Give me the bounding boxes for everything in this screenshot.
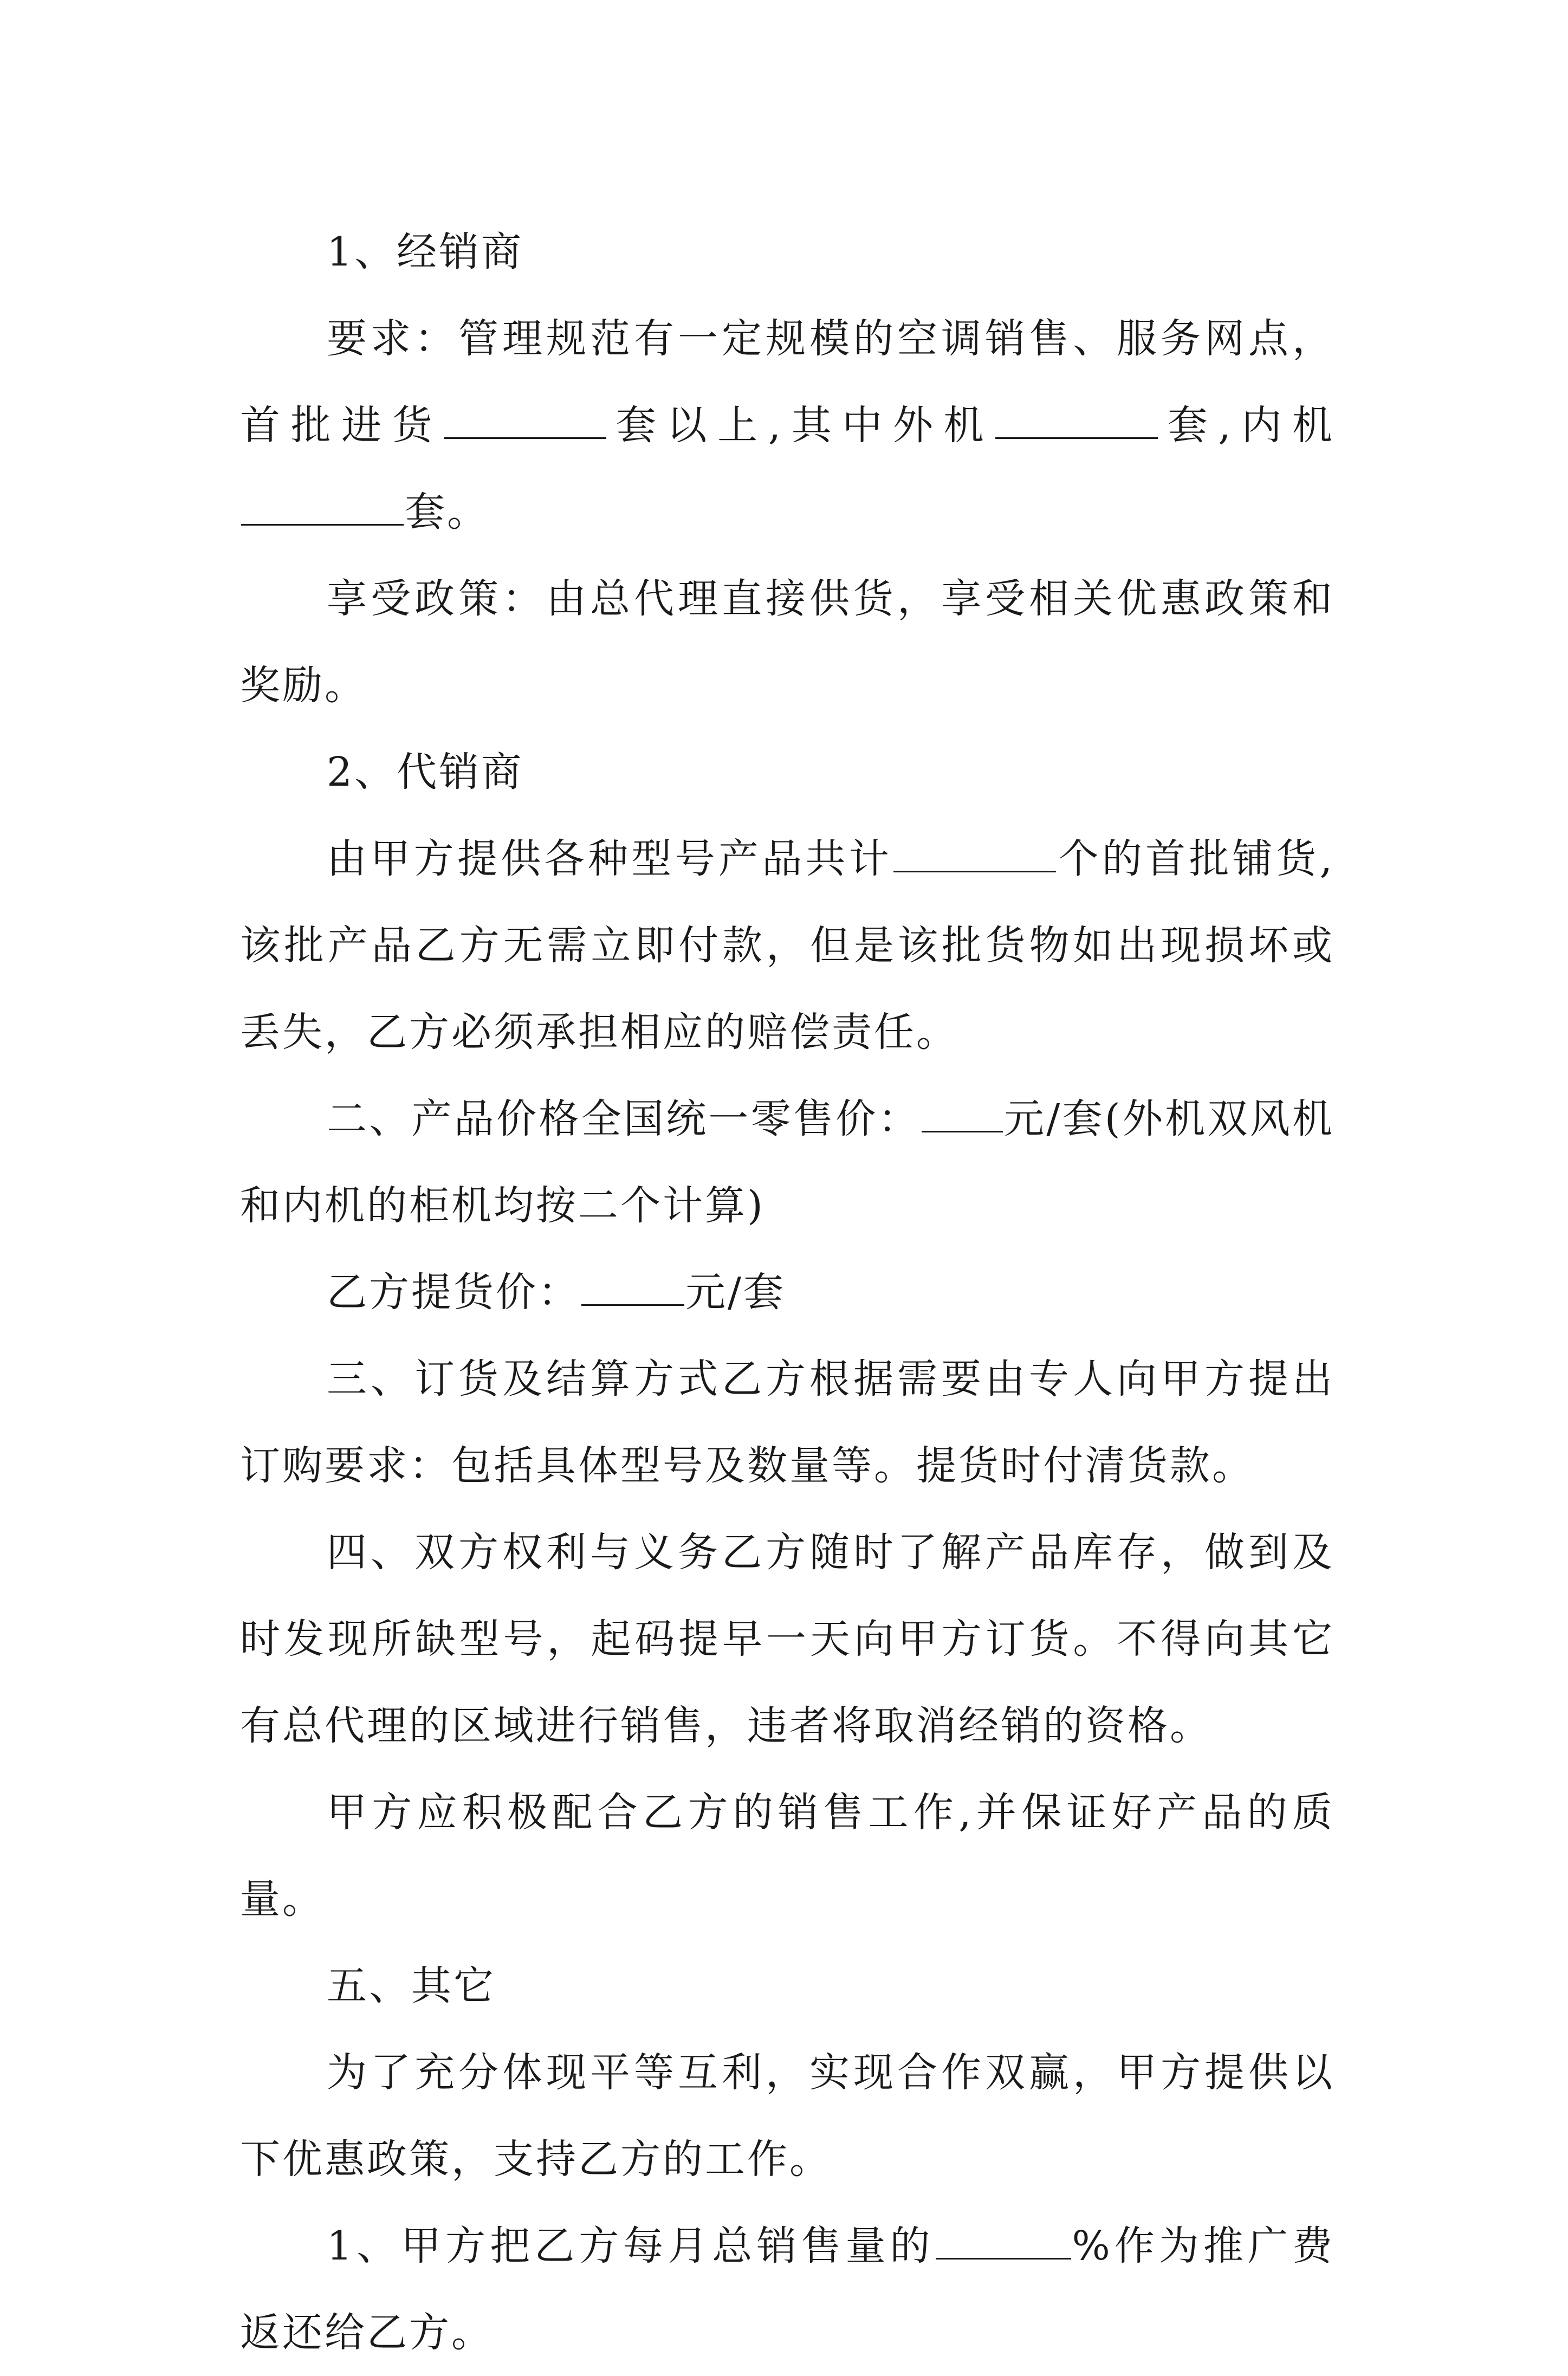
text-segment: 三、订货及结算方式乙方根据需要由专人向甲方提出订购要求：包括具体型号及数量等。提货时付清货款。 [240, 1356, 1334, 1489]
blank-consignment-qty [893, 837, 1056, 872]
section-title-other [240, 1943, 1334, 2029]
blank-outdoor-unit-qty [995, 404, 1158, 439]
blank-pickup-price [581, 1271, 684, 1306]
text-segment: 二、产品价格全国统一零售价： [327, 1096, 921, 1142]
document-body [240, 209, 1334, 2376]
text-segment: 1、甲方把乙方每月总销售量的 [327, 2223, 935, 2269]
section-title-text: 五、其它 [327, 1963, 496, 2009]
paragraph-ordering [240, 1336, 1334, 1509]
text-segment: 由甲方提供各种型号产品共计 [327, 836, 893, 882]
text-segment: 为了充分体现平等互利，实现合作双赢，甲方提供以下优惠政策，支持乙方的工作。 [240, 2049, 1334, 2183]
text-segment: 乙方提货价： [327, 1269, 580, 1316]
blank-promotion-percent [936, 2224, 1071, 2260]
paragraph-pickup-price [240, 1249, 1334, 1336]
paragraph-requirements [240, 295, 1334, 555]
text-segment: 元/套 [685, 1269, 786, 1316]
section-title-agent [240, 729, 1334, 815]
paragraph-consignment [240, 815, 1334, 1076]
paragraph-promotion-fee [240, 2203, 1334, 2376]
paragraph-policy [240, 555, 1334, 729]
section-title-distributor [240, 209, 1334, 295]
paragraph-rights-obligations [240, 1509, 1334, 1769]
text-segment: 元/套(外机双风机和内机的柜机均按二个计算) [240, 1096, 1334, 1229]
paragraph-party-a-duty [240, 1769, 1334, 1943]
paragraph-retail-price [240, 1076, 1334, 1249]
section-title-text: 1、经销商 [327, 229, 524, 275]
text-segment: 套。 [405, 489, 489, 535]
text-segment: 套以上,其中外机 [607, 402, 995, 449]
blank-indoor-unit-qty [241, 490, 404, 526]
section-title-text: 2、代销商 [327, 749, 524, 795]
blank-initial-order-qty [444, 404, 606, 439]
text-segment: 要求：管理规范有一定规模的空调销售、服务网点，首批进货 [240, 315, 1334, 449]
text-segment: 四、双方权利与义务乙方随时了解产品库存，做到及时发现所缺型号，起码提早一天向甲方订货。不得向其它有总代理的区域进行销售，违者将取消经销的资格。 [240, 1529, 1334, 1749]
text-segment: 享受政策：由总代理直接供货，享受相关优惠政策和奖励。 [240, 575, 1334, 709]
text-segment: 套,内机 [1159, 402, 1335, 449]
text-segment: %作为推广费返还给乙方。 [240, 2223, 1334, 2356]
blank-retail-price [922, 1097, 1003, 1132]
paragraph-preferential [240, 2029, 1334, 2203]
text-segment: 个的首批铺货,该批产品乙方无需立即付款，但是该批货物如出现损坏或丢失，乙方必须承担相应的赔偿责任。 [240, 836, 1334, 1056]
text-segment: 甲方应积极配合乙方的销售工作,并保证好产品的质量。 [240, 1789, 1334, 1922]
